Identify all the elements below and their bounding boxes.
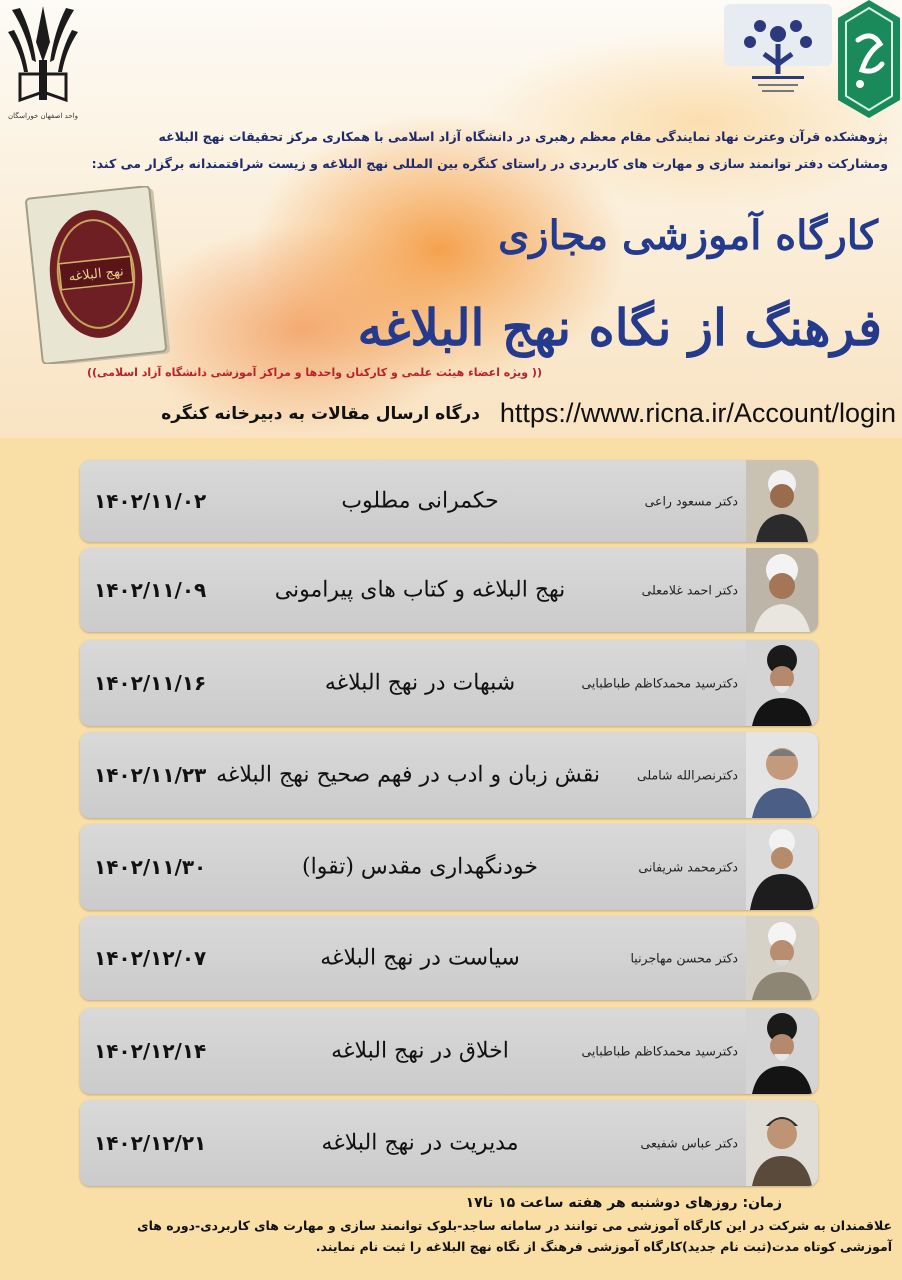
book-title-text: نهج البلاغه [67, 264, 125, 285]
nahjolbalagheh-book-image [24, 186, 174, 364]
lecturer-photo [746, 824, 818, 910]
lecturer-photo [746, 640, 818, 726]
session-lecturer: دکترمحمد شریفانی [638, 859, 738, 875]
lecturer-photo [746, 916, 818, 1000]
organizers-line-2: ومشارکت دفتر توانمند سازی و مهارت های کاربردی در راستای کنگره بین المللی نهج البلاغه و زیست شرافتمندانه برگزار می کند: [91, 156, 888, 171]
session-card [80, 1008, 818, 1094]
organizers-line-1: پژوهشکده قرآن وعترت نهاد نمایندگی مقام معظم رهبری در دانشگاه آزاد اسلامی با همکاری مرکز تحقیقات نهج البلاغه [158, 129, 888, 144]
azad-university-logo [6, 2, 80, 124]
session-date: ۱۴۰۲/۱۲/۰۷ [94, 946, 207, 970]
session-lecturer: دکتر مسعود راعی [644, 493, 738, 509]
session-topic: نقش زبان و ادب در فهم صحیح نهج البلاغه [216, 762, 600, 788]
session-card [80, 916, 818, 1000]
session-lecturer: دکترنصرالله شاملی [636, 767, 738, 783]
session-card [80, 460, 818, 542]
session-topic: خودنگهداری مقدس (تقوا) [302, 854, 538, 880]
article-submission-url[interactable]: https://www.ricna.ir/Account/login [499, 398, 896, 428]
session-card [80, 640, 818, 726]
session-lecturer: دکتر عباس شفیعی [640, 1135, 738, 1151]
registration-note-line-2: آموزشی کوتاه مدت(ثبت نام جدید)کارگاه آموزشی فرهنگ از نگاه نهج البلاغه را ثبت نام نمایند. [315, 1239, 892, 1254]
lecturer-photo [746, 1008, 818, 1094]
session-date: ۱۴۰۲/۱۱/۳۰ [94, 855, 207, 879]
session-date: ۱۴۰۲/۱۱/۰۹ [94, 578, 207, 602]
research-center-logo [724, 4, 832, 102]
lecturer-photo [746, 732, 818, 818]
workshop-subject-title: فرهنگ از نگاه نهج البلاغه [357, 298, 882, 357]
session-topic: شبهات در نهج البلاغه [324, 670, 516, 696]
session-date: ۱۴۰۲/۱۱/۲۳ [94, 763, 207, 787]
session-topic: مدیریت در نهج البلاغه [321, 1130, 519, 1156]
nahjolbalagheh-emblem-logo [838, 0, 900, 118]
lecturer-photo [746, 1100, 818, 1186]
session-card [80, 824, 818, 910]
session-card [80, 732, 818, 818]
session-date: ۱۴۰۲/۱۱/۱۶ [94, 671, 207, 695]
session-card [80, 548, 818, 632]
lecturer-photo [746, 460, 818, 542]
session-lecturer: دکتر احمد غلامعلی [641, 582, 738, 598]
target-audience-note: (( ویژه اعضاء هیئت علمی و کارکنان واحدها و مراکز آموزشی دانشگاه آزاد اسلامی)) [86, 366, 542, 379]
session-lecturer: دکترسید محمدکاظم طباطبایی [581, 1043, 738, 1059]
session-topic: اخلاق در نهج البلاغه [331, 1038, 509, 1064]
session-date: ۱۴۰۲/۱۱/۰۲ [94, 489, 207, 513]
session-topic: نهج البلاغه و کتاب های پیرامونی [274, 577, 566, 603]
session-date: ۱۴۰۲/۱۲/۱۴ [94, 1039, 207, 1063]
session-topic: سیاست در نهج البلاغه [320, 945, 520, 971]
session-date: ۱۴۰۲/۱۲/۲۱ [94, 1131, 207, 1155]
lecturer-photo [746, 548, 818, 632]
session-lecturer: دکتر محسن مهاجرنیا [630, 950, 738, 966]
session-lecturer: دکترسید محمدکاظم طباطبایی [581, 675, 738, 691]
workshop-time: زمان: روزهای دوشنبه هر هفته ساعت ۱۵ تا۱۷ [465, 1195, 782, 1211]
session-card [80, 1100, 818, 1186]
registration-note-line-1: علاقمندان به شرکت در این کارگاه آموزشی می توانند در سامانه ساجد-بلوک توانمند سازی و مهارت های کاربردی-دوره های [137, 1218, 892, 1233]
session-topic: حکمرانی مطلوب [341, 488, 499, 514]
university-branch-caption: واحد اصفهان خوراسگان [8, 112, 78, 120]
article-submission-label: درگاه ارسال مقالات به دبیرخانه کنگره [161, 404, 480, 424]
workshop-title: کارگاه آموزشی مجازی [497, 212, 878, 259]
poster-header [0, 0, 902, 438]
